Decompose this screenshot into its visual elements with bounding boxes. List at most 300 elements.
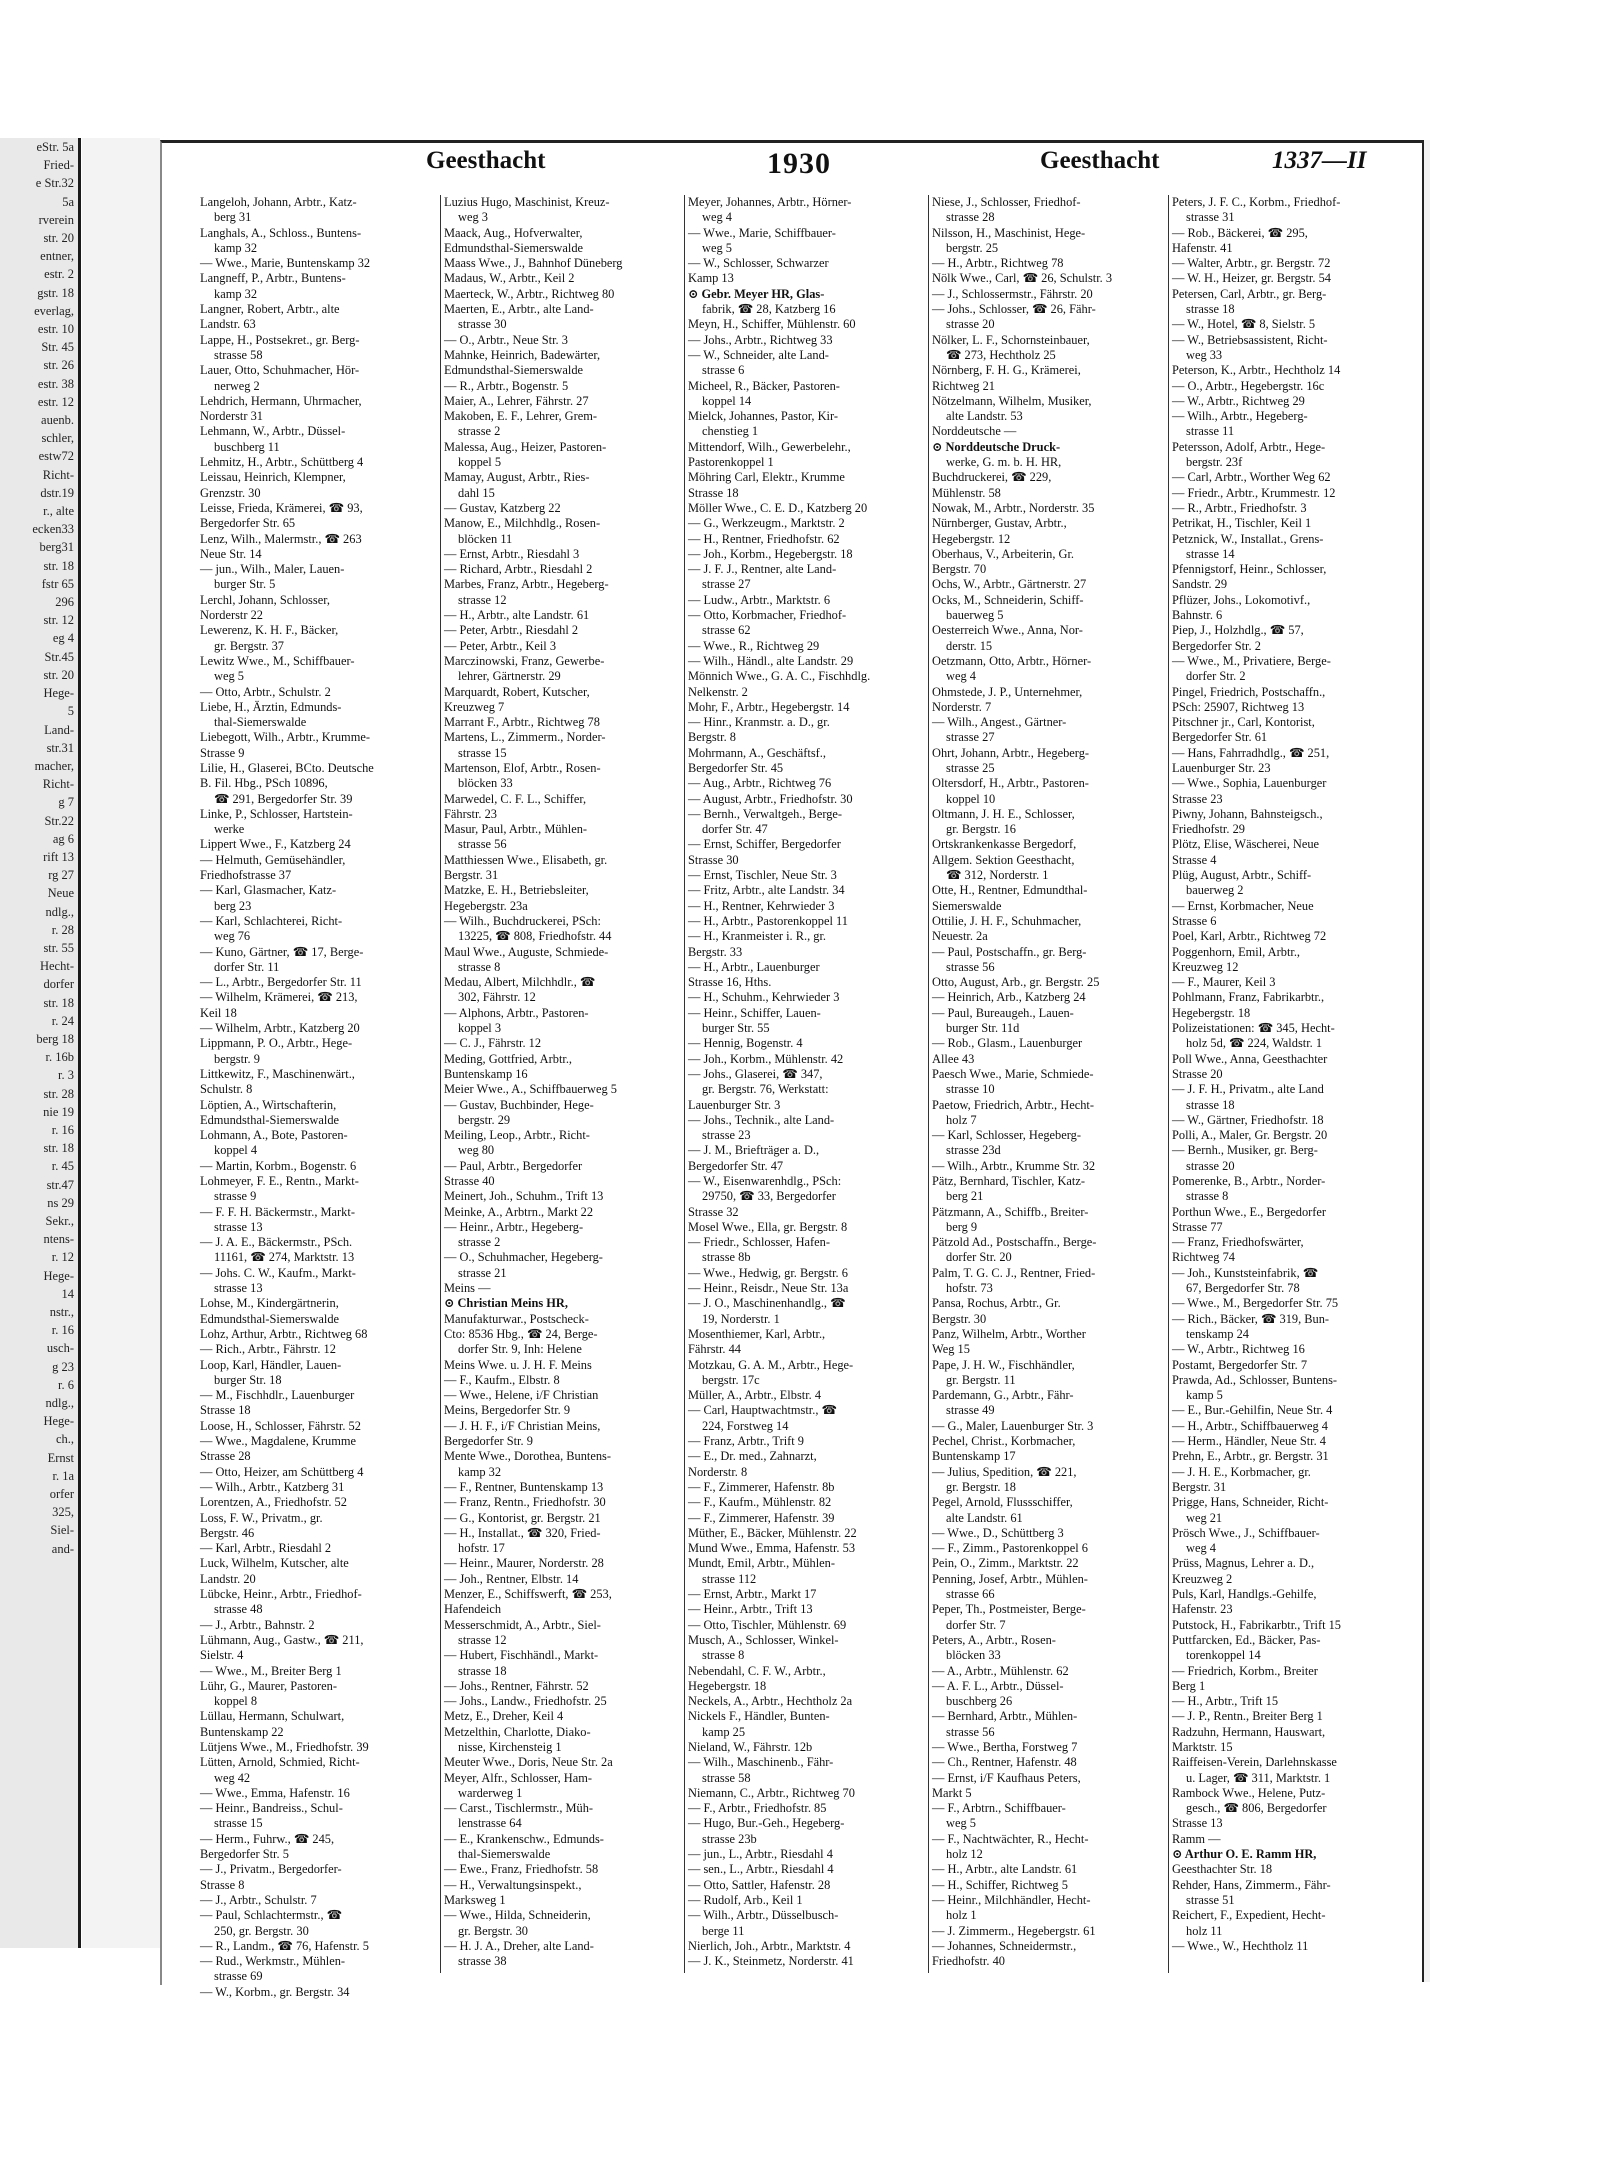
prev-page-fragment: usch- (46, 1341, 74, 1356)
prev-page-fragment: ns 29 (47, 1195, 74, 1210)
directory-entry-line: holz 11 (1186, 1923, 1223, 1938)
prev-page-fragment: Fried- (43, 158, 74, 173)
prev-page-fragment: ntens- (43, 1232, 74, 1247)
directory-entry-line: — J., Privatm., Bergedorfer- (200, 1862, 342, 1877)
directory-entry-line: nerweg 2 (214, 378, 260, 393)
prev-page-fragment: r. 16b (45, 1050, 74, 1065)
prev-page-fragment: ag 6 (52, 831, 74, 846)
directory-entry-line: — Ernst, i/F Kaufhaus Peters, (932, 1770, 1081, 1785)
directory-entry-line: Sielstr. 4 (200, 1648, 244, 1663)
directory-entry-line: — F., Zimm., Pastorenkoppel 6 (932, 1541, 1088, 1556)
directory-entry-line: Richtweg 74 (1172, 1250, 1235, 1265)
directory-entry-line: Messerschmidt, A., Arbtr., Siel- (444, 1617, 601, 1632)
directory-entry-line: Mühlenstr. 58 (932, 485, 1001, 500)
directory-entry-line: Nierlich, Joh., Arbtr., Marktstr. 4 (688, 1938, 851, 1953)
directory-entry-line: Puttfarcken, Ed., Bäcker, Pas- (1172, 1632, 1321, 1647)
directory-entry-line: strasse 20 (1186, 1158, 1235, 1173)
directory-entry-line: Lappe, H., Postsekret., gr. Berg- (200, 332, 360, 347)
directory-entry-line: torenkoppel 14 (1186, 1648, 1261, 1663)
prev-page-fragment: Sekr., (45, 1213, 74, 1228)
prev-page-fragment: Land- (44, 722, 74, 737)
directory-entry-line: Marbes, Franz, Arbtr., Hegeberg- (444, 577, 609, 592)
directory-entry-line: — W. H., Heizer, gr. Bergstr. 54 (1172, 271, 1331, 286)
directory-entry-line: strasse 48 (214, 1602, 263, 1617)
directory-entry-line: — H., Arbtr., alte Landstr. 61 (932, 1862, 1078, 1877)
prev-page-fragment: g 23 (52, 1359, 74, 1374)
directory-entry-line: — O., Arbtr., Neue Str. 3 (444, 332, 568, 347)
directory-entry-line: — H., Schuhm., Kehrwieder 3 (688, 990, 840, 1005)
directory-entry-line: Friedhofstr. 40 (932, 1954, 1005, 1969)
prev-page-fragment: orfer (49, 1487, 74, 1502)
prev-page-fragment: auenb. (41, 413, 74, 428)
directory-entry-line: strasse 15 (458, 745, 507, 760)
directory-entry-line: Bergstr. 8 (688, 730, 736, 745)
prev-page-fragment: estr. 10 (37, 322, 74, 337)
directory-entry-line: strasse 18 (1186, 1097, 1235, 1112)
prev-page-fragment: everlag, (34, 303, 74, 318)
directory-entry-line: strasse 23b (702, 1831, 757, 1846)
directory-entry-line: Motzkau, G. A. M., Arbtr., Hege- (688, 1357, 854, 1372)
directory-entry-line: berg 21 (946, 1189, 984, 1204)
directory-entry-line: — W., Korbm., gr. Bergstr. 34 (200, 1984, 350, 1999)
directory-entry-line: — Karl, Schlosser, Hegeberg- (932, 1128, 1081, 1143)
directory-entry-line: Raiffeisen-Verein, Darlehnskasse (1172, 1755, 1337, 1770)
previous-page-strip (0, 138, 81, 1948)
directory-entry-line: — M., Fischhdlr., Lauenburger (200, 1388, 355, 1403)
directory-entry-line: strasse 28 (946, 210, 995, 225)
directory-entry-line: Peper, Th., Postmeister, Berge- (932, 1602, 1086, 1617)
directory-entry-line: — W., Eisenwarenhdlg., PSch: (688, 1174, 842, 1188)
directory-entry-line: Lohse, M., Kindergärtnerin, (200, 1296, 339, 1311)
directory-entry-line: — Wwe., Bertha, Forstweg 7 (932, 1739, 1078, 1754)
directory-entry-line: Prehn, E., Arbtr., gr. Bergstr. 31 (1172, 1449, 1329, 1464)
directory-entry-line: — A. F. L., Arbtr., Düssel- (932, 1678, 1064, 1693)
directory-entry-line: strasse 25 (946, 760, 995, 775)
directory-entry-line: Nölk Wwe., Carl, ☎ 26, Schulstr. 3 (932, 271, 1113, 286)
directory-entry-line: Bergstr. 31 (444, 868, 499, 883)
directory-entry-line: Leisse, Frieda, Krämerei, ☎ 93, (200, 500, 363, 515)
directory-entry-line: — Wilh., Arbtr., Katzberg 31 (200, 1479, 345, 1494)
directory-entry-line: — Wwe., W., Hechtholz 11 (1172, 1938, 1309, 1953)
directory-entry-line: lehrer, Gärtnerstr. 29 (458, 669, 561, 684)
prev-page-fragment: Hecht- (39, 959, 74, 974)
directory-entry-line: — August, Arbtr., Friedhofstr. 30 (688, 791, 853, 806)
directory-entry-line: Oberhaus, V., Arbeiterin, Gr. (932, 546, 1075, 561)
directory-entry-line: — Franz, Friedhofswärter, (1172, 1235, 1304, 1250)
prev-page-fragment: Hege- (43, 1268, 74, 1283)
directory-entry-line: Strasse 9 (200, 745, 245, 760)
directory-entry-line: — Johannes, Schneidermstr., (932, 1938, 1077, 1953)
prev-page-fragment: ch., (55, 1432, 74, 1447)
prev-page-fragment: Str.22 (44, 813, 74, 828)
directory-entry-line: — Ewe., Franz, Friedhofstr. 58 (444, 1862, 599, 1877)
directory-entry-line: Pansa, Rochus, Arbtr., Gr. (932, 1296, 1061, 1311)
directory-entry-line: strasse 13 (214, 1281, 263, 1296)
directory-entry-line: Edmundsthal-Siemerswalde (200, 1311, 340, 1326)
prev-page-fragment: ecken33 (32, 522, 74, 537)
directory-entry-line: Bahnstr. 6 (1172, 608, 1223, 623)
directory-entry-line: — Rudolf, Arb., Keil 1 (688, 1892, 803, 1907)
directory-entry-line: — W., Betriebsassistent, Richt- (1172, 332, 1328, 347)
directory-entry-line: Meinert, Joh., Schuhm., Trift 13 (444, 1189, 604, 1204)
directory-entry-line: Kreuzweg 7 (444, 699, 505, 714)
directory-entry-line: Mundt, Emil, Arbtr., Mühlen- (688, 1556, 835, 1571)
directory-entry-line: strasse 69 (214, 1969, 263, 1984)
directory-entry-line: Strasse 4 (1172, 852, 1217, 867)
directory-entry-line: Hafenstr. 23 (1172, 1602, 1233, 1617)
directory-entry-line: — Heinr., Arbtr., Hegeberg- (444, 1219, 584, 1234)
directory-entry-line: Paesch Wwe., Marie, Schmiede- (932, 1066, 1094, 1081)
directory-entry-line: Mohrmann, A., Geschäftsf., (688, 745, 826, 760)
directory-entry-line: — E., Krankenschw., Edmunds- (444, 1831, 604, 1846)
directory-entry-line: burger Str. 5 (214, 577, 276, 592)
directory-entry-line: Panz, Wilhelm, Arbtr., Worther (932, 1326, 1086, 1341)
directory-entry-line: weg 4 (702, 210, 732, 225)
directory-entry-line: Manow, E., Milchhdlg., Rosen- (444, 516, 601, 531)
directory-entry-line: — J. P., Rentn., Breiter Berg 1 (1172, 1709, 1323, 1724)
directory-entry-line: strasse 14 (1186, 546, 1235, 561)
directory-entry-line: Strasse 18 (200, 1403, 251, 1418)
directory-entry-line: — W., Arbtr., Richtweg 16 (1172, 1342, 1305, 1357)
directory-entry-line: — F., Rentner, Buntenskamp 13 (444, 1479, 604, 1494)
directory-entry-line: — F., Nachtwächter, R., Hecht- (932, 1831, 1089, 1846)
directory-column-3 (686, 195, 929, 1973)
directory-entry-line: PSch: 25907, Richtweg 13 (1172, 699, 1305, 714)
directory-entry-line: Pingel, Friedrich, Postschaffn., (1172, 684, 1326, 699)
directory-entry-line: — Wwe., R., Richtweg 29 (688, 638, 820, 653)
directory-entry-line: — J. K., Steinmetz, Norderstr. 41 (688, 1954, 854, 1969)
directory-columns (198, 195, 1410, 1999)
directory-entry-line: Strasse 18 (688, 485, 739, 500)
directory-entry-line: Marktstr. 15 (1172, 1739, 1233, 1754)
directory-entry-line: Ohmstede, J. P., Unternehmer, (932, 684, 1083, 699)
directory-entry-line: Fährstr. 23 (444, 806, 498, 821)
directory-entry-line: Menzer, E., Schiffswerft, ☎ 253, (444, 1587, 612, 1602)
directory-entry-line: — Gustav, Katzberg 22 (444, 500, 561, 515)
directory-entry-line: — Wilhelm, Krämerei, ☎ 213, (200, 990, 358, 1005)
header-right-title: Geesthacht (1040, 147, 1160, 174)
prev-page-fragment: r. 16 (51, 1323, 74, 1338)
directory-entry-line: Martens, L., Zimmerm., Norder- (444, 730, 606, 745)
directory-entry-line: — Carl, Hauptwachtmstr., ☎ (688, 1403, 837, 1418)
prev-page-fragment: str. 18 (43, 1141, 74, 1156)
directory-entry-line: — J., Arbtr., Bahnstr. 2 (200, 1617, 315, 1632)
directory-entry-line: Nelkenstr. 2 (688, 684, 748, 699)
directory-entry-line: Bergedorfer Str. 45 (688, 760, 784, 775)
directory-entry-line: Oltmann, J. H. E., Schlosser, (932, 806, 1075, 821)
directory-entry-line: strasse 10 (946, 1082, 995, 1097)
directory-entry-line: Marksweg 1 (444, 1892, 506, 1907)
directory-entry-line: dorfer Str. 11 (214, 959, 280, 974)
directory-entry-line: Oltersdorf, H., Arbtr., Pastoren- (932, 776, 1089, 791)
directory-entry-line: 224, Forstweg 14 (702, 1418, 789, 1433)
directory-entry-line: — Otto, Korbmacher, Friedhof- (688, 608, 847, 623)
prev-page-fragment: r. 12 (51, 1250, 74, 1265)
directory-entry-line: Mamay, August, Arbtr., Ries- (444, 470, 590, 485)
directory-entry-line: kamp 25 (702, 1724, 746, 1739)
directory-entry-line: Maerten, E., Arbtr., alte Land- (444, 302, 594, 317)
directory-entry-line: koppel 14 (702, 393, 752, 408)
directory-entry-line: Marquardt, Robert, Kutscher, (444, 684, 590, 699)
directory-entry-line: Makoben, E. F., Lehrer, Grem- (444, 409, 598, 424)
directory-entry-line: — Heinr., Schiffer, Lauen- (688, 1005, 821, 1020)
directory-entry-line: ⊙ Norddeutsche Druck- (932, 439, 1061, 454)
prev-page-fragment: Hege- (43, 1414, 74, 1429)
directory-entry-line: Matzke, E. H., Betriebsleiter, (444, 883, 589, 898)
directory-entry-line: Pastorenkoppel 1 (688, 455, 774, 470)
directory-entry-line: — jun., Wilh., Maler, Lauen- (200, 562, 345, 577)
directory-entry-line: Strasse 16, Hths. (688, 975, 772, 990)
directory-entry-line: — Ernst, Arbtr., Riesdahl 3 (444, 546, 580, 561)
directory-entry-line: bauerweg 5 (946, 608, 1004, 623)
directory-entry-line: strasse 66 (946, 1587, 995, 1602)
directory-entry-line: koppel 8 (214, 1694, 258, 1709)
directory-entry-line: strasse 31 (1186, 210, 1235, 225)
directory-entry-line: — Johs. C. W., Kaufm., Markt- (200, 1265, 356, 1280)
directory-entry-line: hofstr. 17 (458, 1541, 505, 1556)
directory-entry-line: Meiling, Leop., Arbtr., Richt- (444, 1128, 590, 1143)
directory-entry-line: gr. Bergstr. 11 (946, 1372, 1016, 1387)
directory-entry-line: strasse 18 (1186, 302, 1235, 317)
directory-entry-line: — W., Schneider, alte Land- (688, 347, 829, 362)
directory-entry-line: — H., Arbtr., Lauenburger (688, 959, 820, 974)
prev-page-fragment: schler, (41, 431, 74, 446)
directory-entry-line: Maerteck, W., Arbtr., Richtweg 80 (444, 286, 615, 301)
directory-entry-line: nisse, Kirchensteig 1 (458, 1739, 562, 1754)
directory-entry-line: — Hans, Fahrradhdlg., ☎ 251, (1172, 745, 1330, 760)
directory-entry-line: — Herm., Fuhrw., ☎ 245, (200, 1831, 335, 1846)
directory-entry-line: Lohmann, A., Bote, Pastoren- (200, 1128, 348, 1143)
directory-entry-line: — jun., L., Arbtr., Riesdahl 4 (688, 1847, 833, 1862)
directory-entry-line: Lehmitz, H., Arbtr., Schüttberg 4 (200, 455, 364, 470)
directory-entry-line: — A., Arbtr., Mühlenstr. 62 (932, 1663, 1069, 1678)
directory-entry-line: — F., Arbtrn., Schiffbauer- (932, 1801, 1066, 1816)
directory-entry-line: werke (214, 822, 245, 837)
prev-page-fragment: macher, (34, 758, 74, 773)
directory-entry-line: Petrikat, H., Tischler, Keil 1 (1172, 516, 1312, 531)
directory-entry-line: Nickels F., Händler, Bunten- (688, 1709, 830, 1724)
directory-entry-line: koppel 4 (214, 1143, 258, 1158)
directory-entry-line: Hegebergstr. 18 (1172, 1005, 1251, 1020)
directory-entry-line: Pätzmann, A., Schiffb., Breiter- (932, 1204, 1089, 1219)
prev-page-fragment: str. 26 (43, 358, 74, 373)
directory-entry-line: kamp 32 (214, 286, 258, 301)
directory-entry-line: — Rich., Arbtr., Fährstr. 12 (200, 1342, 336, 1357)
prev-page-fragment: str.31 (46, 740, 74, 755)
directory-entry-line: — H., Rentner, Friedhofstr. 62 (688, 531, 840, 546)
directory-column-1 (198, 195, 441, 1999)
prev-page-fragment: berg31 (39, 540, 74, 555)
prev-page-fragment: Hege- (43, 686, 74, 701)
directory-entry-line: buschberg 11 (214, 439, 280, 454)
directory-entry-line: ☎ 273, Hechtholz 25 (946, 347, 1056, 362)
directory-entry-line: — Joh., Kunststeinfabrik, ☎ (1172, 1265, 1319, 1280)
directory-entry-line: — Aug., Arbtr., Richtweg 76 (688, 776, 832, 791)
directory-entry-line: Grenzstr. 30 (200, 485, 261, 500)
directory-entry-line: — Carl, Arbtr., Worther Weg 62 (1172, 470, 1331, 485)
directory-entry-line: gr. Bergstr. 16 (946, 822, 1016, 837)
directory-entry-line: kamp 5 (1186, 1388, 1223, 1403)
directory-entry-line: blöcken 11 (458, 531, 513, 546)
directory-entry-line: Kreuzweg 12 (1172, 959, 1239, 974)
directory-entry-line: — W., Gärtner, Friedhofstr. 18 (1172, 1112, 1324, 1127)
directory-entry-line: gr. Bergstr. 37 (214, 638, 284, 653)
directory-entry-line: Peters, A., Arbtr., Rosen- (932, 1632, 1056, 1647)
directory-entry-line: — H., Arbtr., Pastorenkoppel 11 (688, 913, 848, 928)
directory-entry-line: — Paul, Bureaugeh., Lauen- (932, 1005, 1074, 1020)
directory-entry-line: Pitschner jr., Carl, Kontorist, (1172, 715, 1315, 730)
directory-entry-line: — Wwe., Sophia, Lauenburger (1172, 776, 1327, 791)
prev-page-fragment: r. 24 (51, 1013, 74, 1028)
directory-entry-line: weg 76 (214, 929, 251, 944)
directory-entry-line: Lenz, Wilh., Malermstr., ☎ 263 (200, 531, 362, 546)
directory-entry-line: weg 4 (946, 669, 976, 684)
directory-entry-line: Meding, Gottfried, Arbtr., (444, 1051, 573, 1066)
book-gutter (82, 138, 160, 1948)
directory-entry-line: Pegel, Arnold, Flussschiffer, (932, 1495, 1073, 1510)
directory-entry-line: warderweg 1 (458, 1785, 523, 1800)
directory-entry-line: Linke, P., Schlosser, Hartstein- (200, 806, 353, 821)
directory-entry-line: Edmundsthal-Siemerswalde (444, 240, 584, 255)
directory-entry-line: strasse 58 (214, 347, 263, 362)
directory-entry-line: Nowak, M., Arbtr., Norderstr. 35 (932, 500, 1095, 515)
directory-entry-line: Pflüzer, Johs., Lokomotivf., (1172, 592, 1311, 607)
directory-entry-line: — Ernst, Arbtr., Markt 17 (688, 1587, 817, 1602)
directory-entry-line: Markt 5 (932, 1785, 972, 1800)
directory-entry-line: — Bernh., Musiker, gr. Berg- (1172, 1143, 1318, 1158)
directory-entry-line: — Otto, Sattler, Hafenstr. 28 (688, 1877, 831, 1892)
directory-entry-line: ☎ 291, Bergedorfer Str. 39 (214, 791, 353, 806)
directory-entry-line: strasse 62 (702, 623, 751, 638)
directory-entry-line: weg 33 (1186, 347, 1223, 362)
directory-entry-line: Lerchl, Johann, Schlosser, (200, 592, 330, 607)
directory-entry-line: Penning, Josef, Arbtr., Mühlen- (932, 1571, 1088, 1586)
directory-entry-line: — Johs., Technik., alte Land- (688, 1112, 835, 1127)
directory-entry-line: Mosenthiemer, Karl, Arbtr., (688, 1326, 826, 1341)
directory-entry-line: Norderstr. 8 (688, 1464, 748, 1479)
prev-page-fragment: Ernst (47, 1450, 74, 1465)
prev-page-fragment: estr. 12 (37, 394, 74, 409)
directory-entry-line: — Rud., Werkmstr., Mühlen- (200, 1954, 346, 1969)
directory-entry-line: — F., Arbtr., Friedhofstr. 85 (688, 1801, 827, 1816)
directory-entry-line: strasse 13 (214, 1219, 263, 1234)
directory-entry-line: — Rob., Bäckerei, ☎ 295, (1172, 225, 1308, 240)
directory-entry-line: Radzuhn, Hermann, Hauswart, (1172, 1724, 1326, 1739)
directory-entry-line: Friedhofstrasse 37 (200, 868, 292, 883)
directory-entry-line: Allee 43 (932, 1051, 975, 1066)
directory-entry-line: hofstr. 73 (946, 1281, 993, 1296)
directory-entry-line: strasse 49 (946, 1403, 995, 1418)
directory-entry-line: Lütjens Wwe., M., Friedhofstr. 39 (200, 1739, 369, 1754)
directory-entry-line: strasse 23 (702, 1128, 751, 1143)
directory-entry-line: Mosel Wwe., Ella, gr. Bergstr. 8 (688, 1219, 848, 1234)
directory-entry-line: Kreuzweg 2 (1172, 1571, 1233, 1586)
directory-entry-line: u. Lager, ☎ 311, Marktstr. 1 (1186, 1770, 1331, 1785)
directory-entry-line: — Heinr., Milchhändler, Hecht- (932, 1892, 1091, 1907)
directory-entry-line: — H., Rentner, Kehrwieder 3 (688, 898, 835, 913)
directory-entry-line: ☎ 312, Norderstr. 1 (946, 868, 1049, 883)
directory-entry-line: — Wilhelm, Arbtr., Katzberg 20 (200, 1021, 360, 1036)
prev-page-fragment: str. 20 (43, 231, 74, 246)
directory-entry-line: — Franz, Rentn., Friedhofstr. 30 (444, 1495, 606, 1510)
directory-entry-line: Maier, A., Lehrer, Fährstr. 27 (444, 393, 589, 408)
directory-entry-line: — Wilh., Händl., alte Landstr. 29 (688, 653, 854, 668)
directory-entry-line: Strasse 6 (1172, 913, 1217, 928)
directory-entry-line: 67, Bergedorfer Str. 78 (1186, 1281, 1300, 1296)
directory-entry-line: — Hennig, Bogenstr. 4 (688, 1036, 803, 1051)
directory-entry-line: — F. F. H. Bäckermstr., Markt- (200, 1204, 355, 1219)
directory-entry-line: blöcken 33 (458, 776, 513, 791)
directory-entry-line: Lauer, Otto, Schuhmacher, Hör- (200, 363, 360, 378)
directory-entry-line: — H., Arbtr., Trift 15 (1172, 1694, 1279, 1709)
directory-entry-line: Plötz, Elise, Wäscherei, Neue (1172, 837, 1320, 852)
directory-entry-line: bergstr. 17c (702, 1372, 760, 1387)
directory-entry-line: — Johs., Rentner, Fährstr. 52 (444, 1678, 589, 1693)
directory-entry-line: berg 9 (946, 1219, 978, 1234)
prev-page-fragment: 5 (67, 704, 74, 719)
directory-entry-line: bergstr. 25 (946, 240, 999, 255)
directory-entry-line: Norderstr 31 (200, 409, 263, 424)
directory-entry-line: holz 7 (946, 1112, 977, 1127)
directory-entry-line: Hegebergstr. 12 (932, 531, 1011, 546)
directory-entry-line: ⊙ Arthur O. E. Ramm HR, (1172, 1847, 1317, 1862)
directory-entry-line: — Wwe., Marie, Schiffbauer- (688, 225, 836, 240)
directory-entry-line: — Wwe., M., Privatiere, Berge- (1172, 653, 1331, 668)
directory-entry-line: Edmundsthal-Siemerswalde (444, 363, 584, 378)
directory-entry-line: 250, gr. Bergstr. 30 (214, 1923, 309, 1938)
directory-entry-line: Norderstr 22 (200, 608, 263, 623)
directory-entry-line: — W., Hotel, ☎ 8, Sielstr. 5 (1172, 317, 1316, 332)
directory-entry-line: Bergstr. 31 (1172, 1479, 1227, 1494)
directory-entry-line: Strasse 13 (1172, 1816, 1223, 1831)
directory-entry-line: Nieland, W., Fährstr. 12b (688, 1739, 813, 1754)
directory-entry-line: — Heinrich, Arb., Katzberg 24 (932, 990, 1086, 1005)
directory-entry-line: 302, Fährstr. 12 (458, 990, 536, 1005)
prev-page-fragment: Str.45 (44, 649, 74, 664)
directory-entry-line: Nölker, L. F., Schornsteinbauer, (932, 332, 1090, 347)
directory-entry-line: Meyn, H., Schiffer, Mühlenstr. 60 (688, 317, 856, 332)
directory-entry-line: — Peter, Arbtr., Riesdahl 2 (444, 623, 579, 638)
directory-entry-line: weg 21 (1186, 1510, 1223, 1525)
directory-entry-line: Friedhofstr. 29 (1172, 822, 1245, 837)
directory-entry-line: Ochs, W., Arbtr., Gärtnerstr. 27 (932, 577, 1087, 592)
directory-entry-line: — Friedrich, Korbm., Breiter (1172, 1663, 1318, 1678)
directory-entry-line: Bergstr. 30 (932, 1311, 987, 1326)
prev-page-fragment: r. 45 (51, 1159, 74, 1174)
directory-entry-line: Mönnich Wwe., G. A. C., Fischhdlg. (688, 669, 871, 684)
directory-entry-line: Lühmann, Aug., Gastw., ☎ 211, (200, 1632, 364, 1647)
directory-entry-line: Lehdrich, Hermann, Uhrmacher, (200, 393, 362, 408)
prev-page-fragment: ndlg., (45, 1396, 74, 1411)
directory-entry-line: Nebendahl, C. F. W., Arbtr., (688, 1663, 826, 1678)
directory-entry-line: Niemann, C., Arbtr., Richtweg 70 (688, 1785, 855, 1800)
directory-entry-line: Peters, J. F. C., Korbm., Friedhof- (1172, 195, 1341, 209)
directory-entry-line: strasse 58 (702, 1770, 751, 1785)
directory-entry-line: — Heinr., Maurer, Norderstr. 28 (444, 1556, 604, 1571)
directory-entry-line: Buchdruckerei, ☎ 229, (932, 470, 1052, 485)
directory-entry-line: Luck, Wilhelm, Kutscher, alte (200, 1556, 349, 1571)
directory-entry-line: Bergedorfer Str. 5 (200, 1847, 289, 1862)
prev-page-fragment: str. 55 (43, 940, 74, 955)
directory-entry-line: — J. Zimmerm., Hegebergstr. 61 (932, 1923, 1096, 1938)
directory-entry-line: — J. F. H., Privatm., alte Land (1172, 1082, 1324, 1097)
directory-entry-line: Prawda, Ad., Schlosser, Buntens- (1172, 1372, 1338, 1387)
header-page-number: 1337—II (1272, 147, 1367, 174)
directory-entry-line: — Wilh., Maschinenb., Fähr- (688, 1755, 834, 1770)
directory-entry-line: Bergstr. 46 (200, 1525, 255, 1540)
directory-entry-line: Paetow, Friedrich, Arbtr., Hecht- (932, 1097, 1094, 1112)
directory-entry-line: Leissau, Heinrich, Klempner, (200, 470, 346, 485)
